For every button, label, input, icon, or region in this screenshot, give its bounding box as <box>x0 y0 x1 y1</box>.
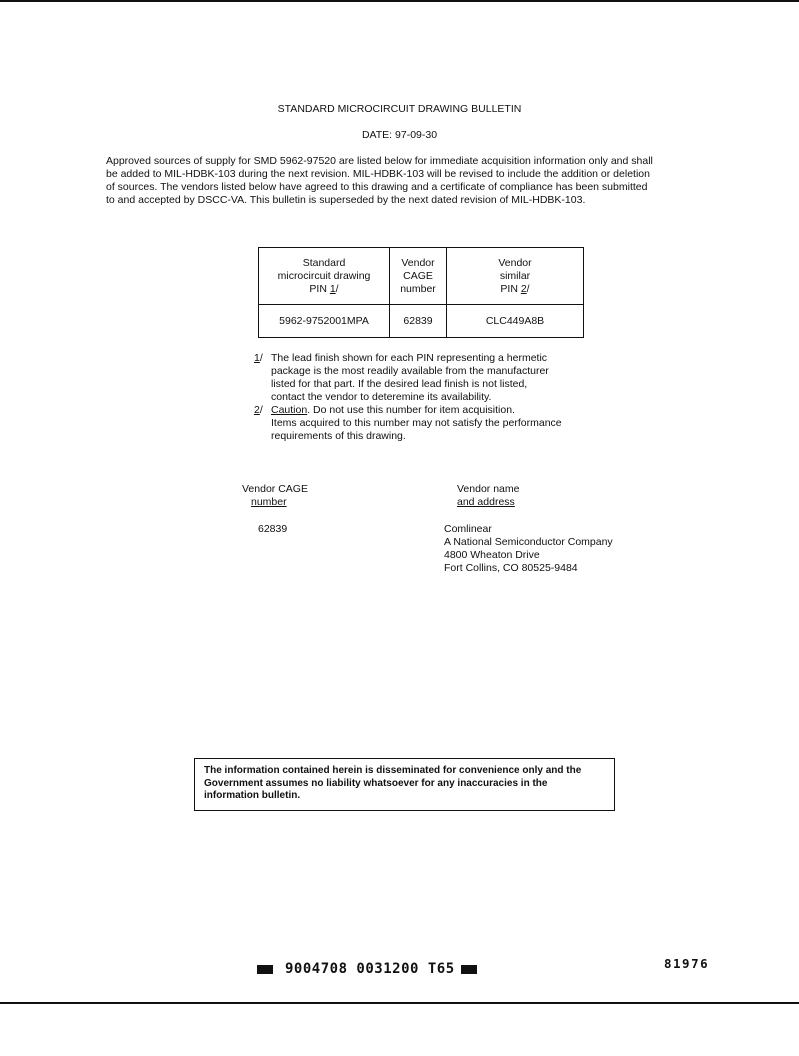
vendor-cage-header: Vendor CAGE number <box>242 483 308 508</box>
intro-line: to and accepted by DSCC-VA. This bulletin is superseded by the next dated revision of MIL-HDBK-103. <box>106 194 586 206</box>
document-number: 81976 <box>664 956 710 971</box>
table-row <box>259 305 584 338</box>
table-header-row <box>259 248 584 305</box>
header-smd-pin: Standard microcircuit drawing PIN 1/ <box>259 248 390 305</box>
intro-line: of sources. The vendors listed below have agreed to this drawing and a certificate of compliance has been submitted <box>106 181 648 193</box>
barcode-line <box>257 957 477 981</box>
bulletin-title: STANDARD MICROCIRCUIT DRAWING BULLETIN <box>277 103 522 115</box>
barcode-text: 9004708 0031200 T65 <box>285 960 455 977</box>
vendor-address: Comlinear A National Semiconductor Company 4800 Wheaton Drive Fort Collins, CO 80525-9484 <box>444 523 613 574</box>
footnote-ref-2: 2 <box>520 282 527 295</box>
disclaimer-box: The information contained herein is disseminated for convenience only and the Government assumes no liability whatsoever for any inaccuracies in the information bulletin. <box>194 758 615 811</box>
caution-label: Caution <box>271 404 308 416</box>
top-rule <box>0 0 799 2</box>
header-vendor-similar-pin: Vendor similar PIN 2/ <box>447 248 584 305</box>
cell-smd-pin: 5962-9752001MPA <box>259 305 390 338</box>
approved-sources-table <box>258 247 584 338</box>
footnote-1: 1/ The lead finish shown for each PIN representing a hermetic package is the most readily available from the manufacturer listed for that part. If the desired lead finish is not listed, contact the vendor to deteremine its availability. <box>254 352 549 403</box>
cell-vendor-cage: 62839 <box>390 305 447 338</box>
footnote-ref-1: 1 <box>329 282 336 295</box>
bottom-rule <box>0 1002 799 1004</box>
header-vendor-cage: Vendor CAGE number <box>390 248 447 305</box>
footnote-2: 2/ Caution. Do not use this number for item acquisition. Items acquired to this number may not satisfy the performance requirements of this drawing. <box>254 404 562 442</box>
barcode-block-left <box>257 965 273 974</box>
intro-line: be added to MIL-HDBK-103 during the next revision. MIL-HDBK-103 will be revised to include the addition or deletion <box>106 168 650 180</box>
intro-paragraph <box>106 155 706 207</box>
intro-line: Approved sources of supply for SMD 5962-97520 are listed below for immediate acquisition information only and shall <box>106 155 653 167</box>
vendor-name-header: Vendor name and address <box>457 483 520 508</box>
bulletin-date: DATE: 97-09-30 <box>361 129 438 141</box>
barcode-block-right <box>461 965 477 974</box>
cell-similar-pin: CLC449A8B <box>447 305 584 338</box>
vendor-cage-value: 62839 <box>258 523 288 535</box>
footnotes <box>254 352 614 443</box>
